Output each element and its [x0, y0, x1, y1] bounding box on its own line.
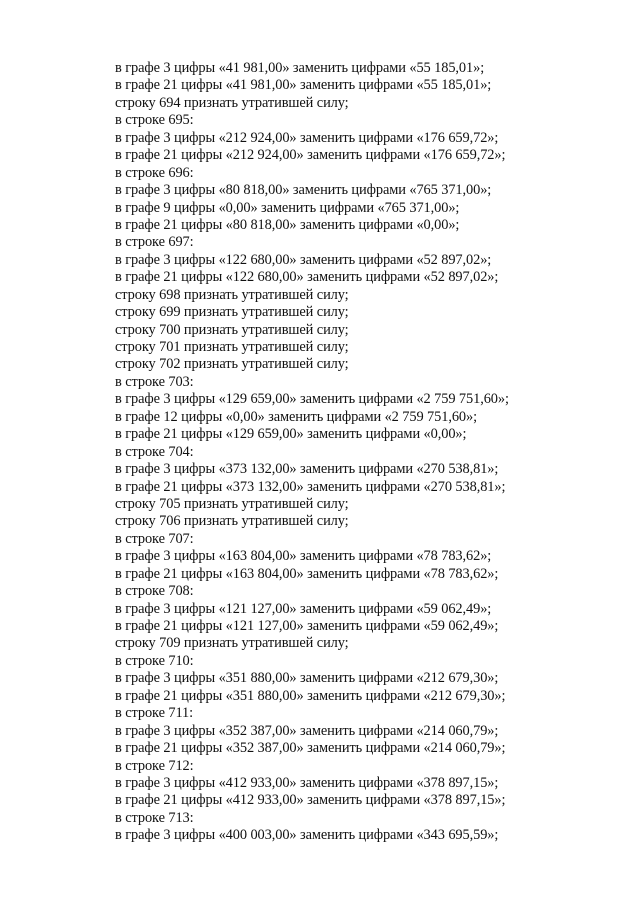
text-line: в графе 3 цифры «41 981,00» заменить цифрами «55 185,01»;: [115, 60, 485, 76]
text-line: в графе 21 цифры «129 659,00» заменить цифрами «0,00»;: [115, 426, 467, 443]
text-line: в строке 707:: [115, 530, 194, 547]
text-line: в графе 3 цифры «351 880,00» заменить цифрами «212 679,30»;: [115, 670, 499, 687]
text-line: в графе 3 цифры «212 924,00» заменить цифрами «176 659,72»;: [115, 129, 499, 146]
text-line: строку 699 признать утратившей силу;: [115, 304, 349, 321]
text-line: строку 702 признать утратившей силу;: [115, 356, 349, 373]
text-line: в графе 3 цифры «373 132,00» заменить цифрами «270 538,81»;: [115, 461, 499, 478]
text-line: в строке 704:: [115, 443, 194, 460]
text-line: строку 694 признать утратившей силу;: [115, 94, 349, 111]
text-line: в графе 21 цифры «373 132,00» заменить цифрами «270 538,81»;: [115, 478, 506, 495]
text-line: строку 700 признать утратившей силу;: [115, 321, 349, 338]
text-line: в графе 21 цифры «212 924,00» заменить цифрами «176 659,72»;: [115, 147, 506, 164]
text-line: в графе 21 цифры «163 804,00» заменить цифрами «78 783,62»;: [115, 565, 499, 582]
text-line: в строке 695:: [115, 112, 194, 129]
text-line: строку 698 признать утратившей силу;: [115, 286, 349, 303]
text-line: в графе 3 цифры «352 387,00» заменить цифрами «214 060,79»;: [115, 722, 499, 739]
text-line: в строке 711:: [115, 705, 194, 722]
text-line: в графе 9 цифры «0,00» заменить цифрами «765 371,00»;: [115, 199, 460, 216]
text-line: в строке 710:: [115, 652, 194, 669]
text-line: в графе 3 цифры «80 818,00» заменить цифрами «765 371,00»;: [115, 182, 492, 199]
text-line: в строке 712:: [115, 757, 194, 774]
text-line: строку 709 признать утратившей силу;: [115, 635, 349, 652]
text-line: в графе 21 цифры «351 880,00» заменить цифрами «212 679,30»;: [115, 687, 506, 704]
document-body: [115, 60, 585, 845]
text-line: в графе 21 цифры «41 981,00» заменить цифрами «55 185,01»;: [115, 77, 492, 94]
text-line: в графе 12 цифры «0,00» заменить цифрами «2 759 751,60»;: [115, 408, 478, 425]
text-line: в строке 703:: [115, 373, 194, 390]
text-line: в графе 3 цифры «412 933,00» заменить цифрами «378 897,15»;: [115, 774, 499, 791]
text-line: в строке 697:: [115, 234, 194, 251]
text-line: в графе 21 цифры «412 933,00» заменить цифрами «378 897,15»;: [115, 792, 506, 809]
text-line: в графе 3 цифры «400 003,00» заменить цифрами «343 695,59»;: [115, 827, 499, 844]
text-line: в графе 21 цифры «80 818,00» заменить цифрами «0,00»;: [115, 216, 460, 233]
text-line: в графе 21 цифры «121 127,00» заменить цифрами «59 062,49»;: [115, 618, 499, 634]
text-line: в строке 696:: [115, 164, 194, 181]
text-line: в графе 3 цифры «129 659,00» заменить цифрами «2 759 751,60»;: [115, 391, 509, 408]
text-line: строку 706 признать утратившей силу;: [115, 513, 349, 530]
text-line: в графе 3 цифры «121 127,00» заменить цифрами «59 062,49»;: [115, 600, 492, 617]
text-line: строку 705 признать утратившей силу;: [115, 495, 349, 512]
text-line: строку 701 признать утратившей силу;: [115, 339, 349, 355]
text-line: в графе 21 цифры «352 387,00» заменить цифрами «214 060,79»;: [115, 740, 506, 757]
text-line: в графе 21 цифры «122 680,00» заменить цифрами «52 897,02»;: [115, 269, 499, 286]
text-line: в графе 3 цифры «163 804,00» заменить цифрами «78 783,62»;: [115, 548, 492, 565]
text-line: в строке 708:: [115, 583, 194, 600]
text-line: в строке 713:: [115, 809, 194, 826]
text-line: в графе 3 цифры «122 680,00» заменить цифрами «52 897,02»;: [115, 251, 492, 268]
